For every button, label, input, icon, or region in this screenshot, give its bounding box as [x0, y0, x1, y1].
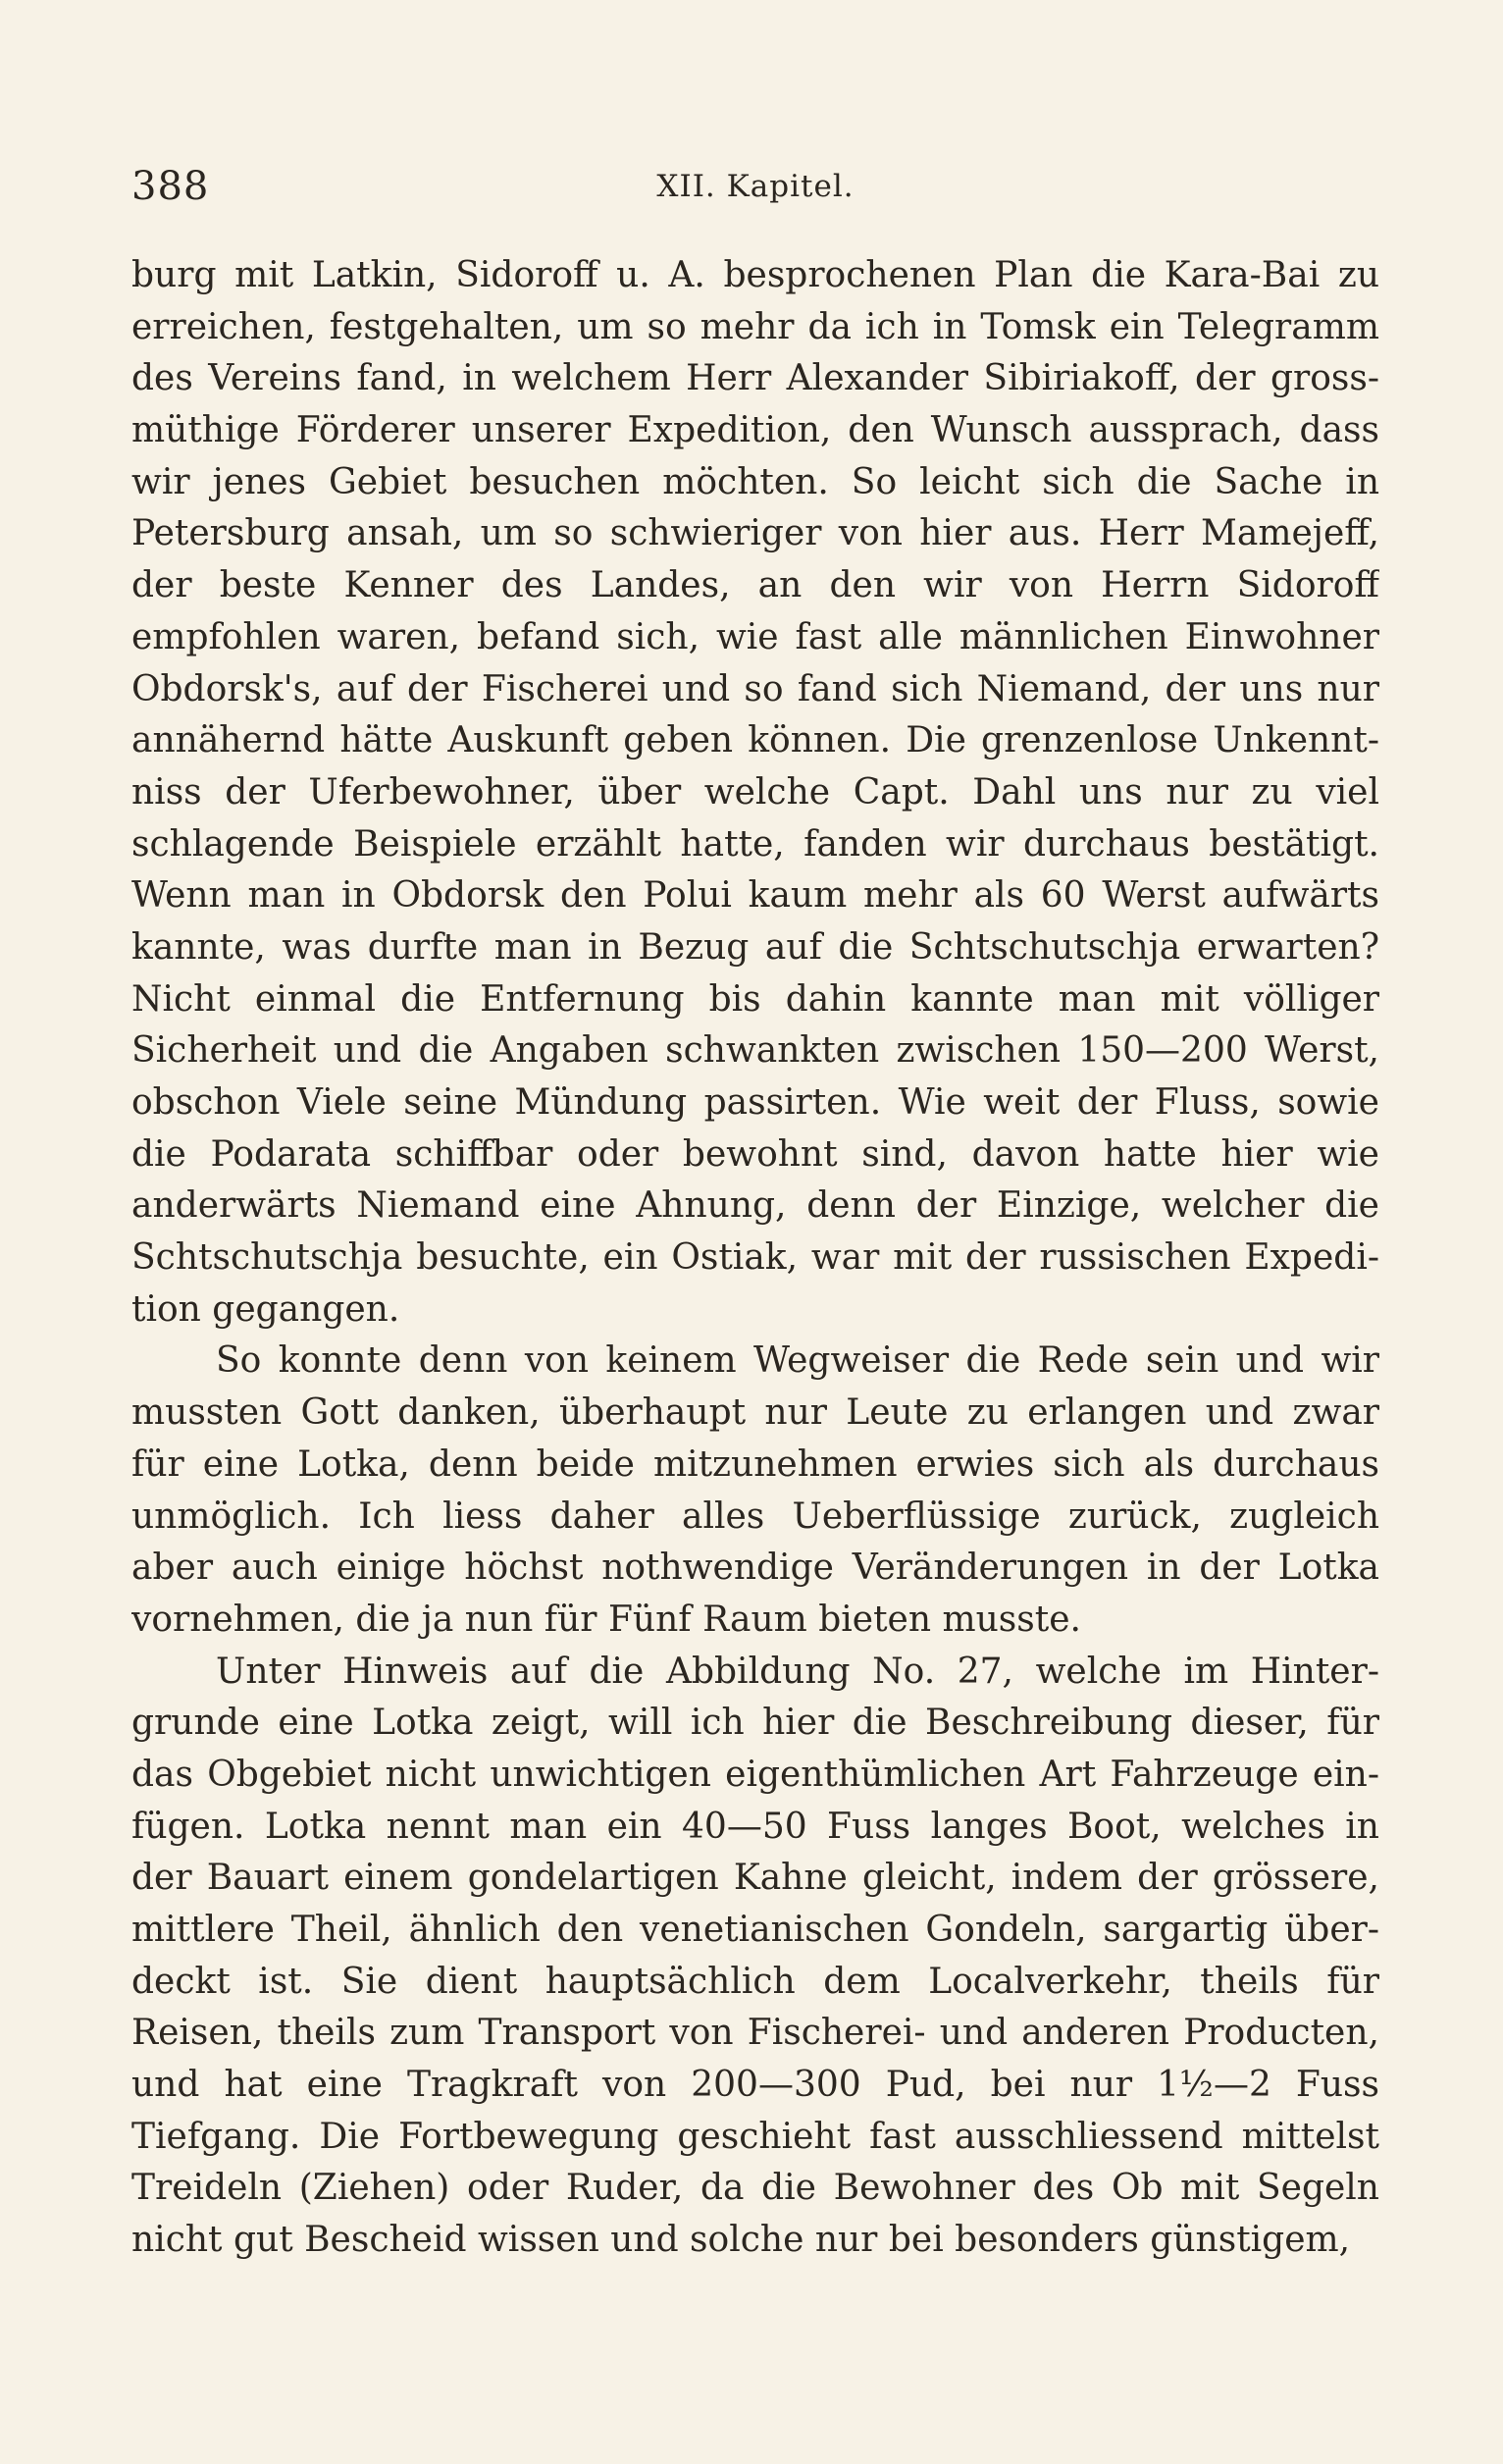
text-line: schlagende Beispiele erzählt hatte, fanden wir durchaus bestätigt.: [131, 823, 1379, 865]
text-line: deckt ist. Sie dient hauptsächlich dem Localverkehr, theils für: [131, 1961, 1379, 2002]
text-line: Tiefgang. Die Fortbewegung geschieht fast ausschliessend mittelst: [131, 2116, 1379, 2157]
text-line: und hat eine Tragkraft von 200—300 Pud, bei nur 1½—2 Fuss: [131, 2065, 1379, 2106]
text-line: Petersburg ansah, um so schwieriger von hier aus. Herr Mamejeff,: [131, 513, 1379, 554]
text-line: die Podarata schiffbar oder bewohnt sind, davon hatte hier wie: [131, 1133, 1379, 1175]
text-line: Treideln (Ziehen) oder Ruder, da die Bewohner des Ob mit Segeln: [131, 2168, 1379, 2209]
text-line: Schtschutschja besuchte, ein Ostiak, war mit der russischen Expedi-: [131, 1237, 1379, 1279]
text-line: obschon Viele seine Mündung passirten. Wie weit der Fluss, sowie: [131, 1082, 1379, 1123]
text-line: Sicherheit und die Angaben schwankten zwischen 150—200 Werst,: [131, 1030, 1379, 1072]
text-line: tion gegangen.: [131, 1288, 400, 1330]
text-line: wir jenes Gebiet besuchen möchten. So leicht sich die Sache in: [131, 461, 1379, 502]
text-line: annähernd hätte Auskunft geben können. Die grenzenlose Unkennt-: [131, 720, 1379, 761]
paragraph: [131, 1336, 1379, 1646]
text-line: Wenn man in Obdorsk den Polui kaum mehr als 60 Werst aufwärts: [131, 875, 1379, 917]
text-line: So konnte denn von keinem Wegweiser die Rede sein und wir: [216, 1340, 1379, 1382]
text-line: niss der Uferbewohner, über welche Capt. Dahl uns nur zu viel: [131, 771, 1379, 813]
body-text: [131, 250, 1379, 2267]
text-line: erreichen, festgehalten, um so mehr da ich in Tomsk ein Telegramm: [131, 306, 1379, 347]
text-line: das Obgebiet nicht unwichtigen eigenthümlichen Art Fahrzeuge ein-: [131, 1754, 1379, 1795]
text-line: burg mit Latkin, Sidoroff u. A. besprochenen Plan die Kara-Bai zu: [131, 255, 1379, 295]
text-line: Unter Hinweis auf die Abbildung No. 27, welche im Hinter-: [216, 1651, 1379, 1692]
text-line: der beste Kenner des Landes, an den wir von Herrn Sidoroff: [131, 565, 1379, 606]
text-line: kannte, was durfte man in Bezug auf die Schtschutschja erwarten?: [131, 926, 1379, 968]
text-line: empfohlen waren, befand sich, wie fast alle männlichen Einwohner: [131, 616, 1379, 657]
text-line: fügen. Lotka nennt man ein 40—50 Fuss langes Boot, welches in: [131, 1806, 1379, 1847]
text-line: mussten Gott danken, überhaupt nur Leute zu erlangen und zwar: [131, 1392, 1379, 1434]
text-line: müthige Förderer unserer Expedition, den Wunsch aussprach, dass: [131, 410, 1379, 451]
text-line: Reisen, theils zum Transport von Fischerei- und anderen Producten,: [131, 2013, 1379, 2054]
text-line: anderwärts Niemand eine Ahnung, denn der Einzige, welcher die: [131, 1185, 1379, 1227]
text-line: Nicht einmal die Entfernung bis dahin kannte man mit völliger: [131, 978, 1379, 1020]
text-line: des Vereins fand, in welchem Herr Alexander Sibiriakoff, der gross-: [131, 358, 1379, 399]
text-line: vornehmen, die ja nun für Fünf Raum bieten musste.: [131, 1599, 1081, 1640]
chapter-title: XII. Kapitel.: [656, 169, 855, 204]
text-line: mittlere Theil, ähnlich den venetianischen Gondeln, sargartig über-: [131, 1910, 1379, 1950]
text-line: grunde eine Lotka zeigt, will ich hier die Beschreibung dieser, für: [131, 1703, 1379, 1744]
text-line: der Bauart einem gondelartigen Kahne gleicht, indem der grössere,: [131, 1858, 1379, 1899]
page-number: 388: [131, 164, 210, 209]
paragraph: [131, 250, 1379, 1336]
text-line: aber auch einige höchst nothwendige Veränderungen in der Lotka: [131, 1547, 1379, 1589]
text-line: unmöglich. Ich liess daher alles Ueberflüssige zurück, zugleich: [131, 1495, 1379, 1537]
text-line: Obdorsk's, auf der Fischerei und so fand sich Niemand, der uns nur: [131, 668, 1379, 709]
paragraph: [131, 1647, 1379, 2267]
text-line: für eine Lotka, denn beide mitzunehmen erwies sich als durchaus: [131, 1443, 1379, 1485]
text-line: nicht gut Bescheid wissen und solche nur bei besonders günstigem,: [131, 2220, 1351, 2261]
running-head: [131, 162, 1379, 211]
